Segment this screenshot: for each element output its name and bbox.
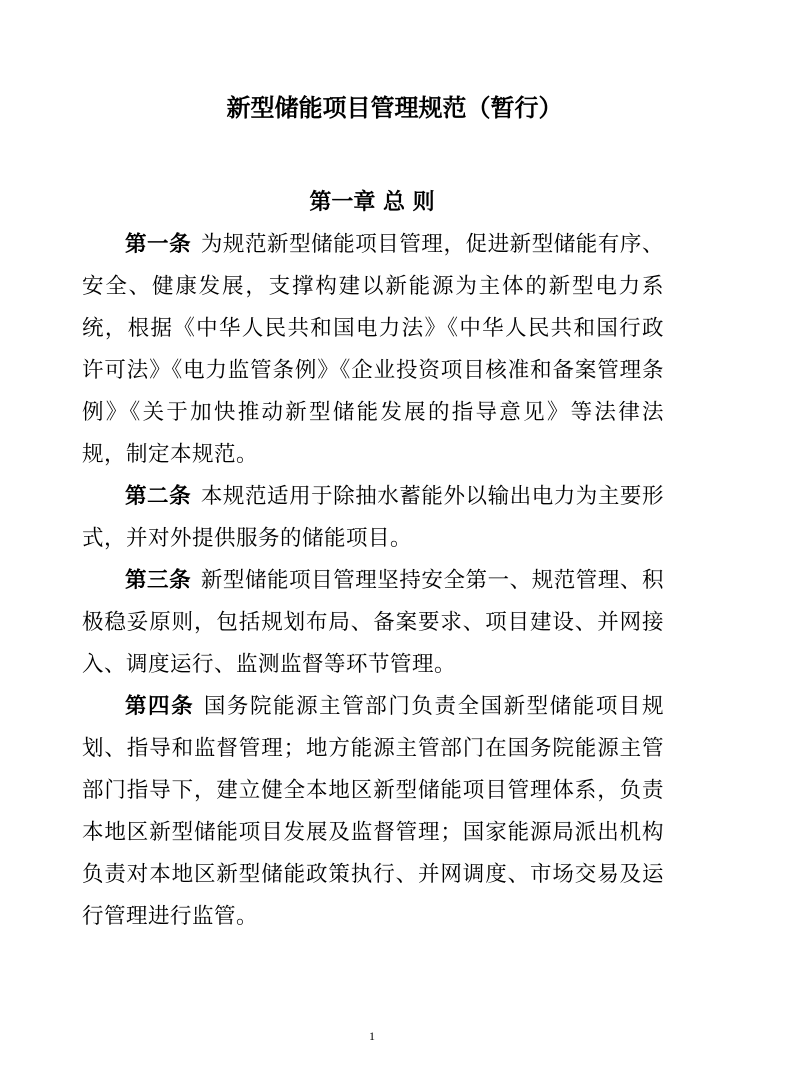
article-number: 第三条 bbox=[125, 568, 192, 593]
article-3 bbox=[82, 560, 664, 686]
article-number: 第二条 bbox=[125, 484, 192, 509]
article-2 bbox=[82, 476, 664, 560]
article-number: 第四条 bbox=[125, 694, 195, 719]
article-number: 第一条 bbox=[125, 232, 192, 257]
article-text: 国务院能源主管部门负责全国新型储能项目规划、指导和监督管理；地方能源主管部门在国务院能源主管部门指导下，建立健全本地区新型储能项目管理体系，负责本地区新型储能项目发展及监督管理；国家能源局派出机构负责对本地区新型储能政策执行、并网调度、市场交易及运行管理进行监管。 bbox=[82, 694, 664, 929]
article-1 bbox=[82, 224, 664, 476]
page-number: 1 bbox=[369, 1029, 375, 1043]
document-title: 新型储能项目管理规范（暂行） bbox=[226, 93, 563, 122]
document-body bbox=[82, 224, 664, 938]
article-4 bbox=[82, 686, 664, 938]
article-text: 本规范适用于除抽水蓄能外以输出电力为主要形式，并对外提供服务的储能项目。 bbox=[82, 484, 664, 551]
article-text: 为规范新型储能项目管理，促进新型储能有序、安全、健康发展，支撑构建以新能源为主体的新型电力系统，根据《中华人民共和国电力法》《中华人民共和国行政许可法》《电力监管条例》《企业投资项目核准和备案管理条例》《关于加快推动新型储能发展的指导意见》等法律法规，制定本规范。 bbox=[82, 232, 664, 467]
chapter-title: 第一章 总 则 bbox=[309, 189, 435, 215]
article-text: 新型储能项目管理坚持安全第一、规范管理、积极稳妥原则，包括规划布局、备案要求、项目建设、并网接入、调度运行、监测监督等环节管理。 bbox=[82, 568, 664, 677]
